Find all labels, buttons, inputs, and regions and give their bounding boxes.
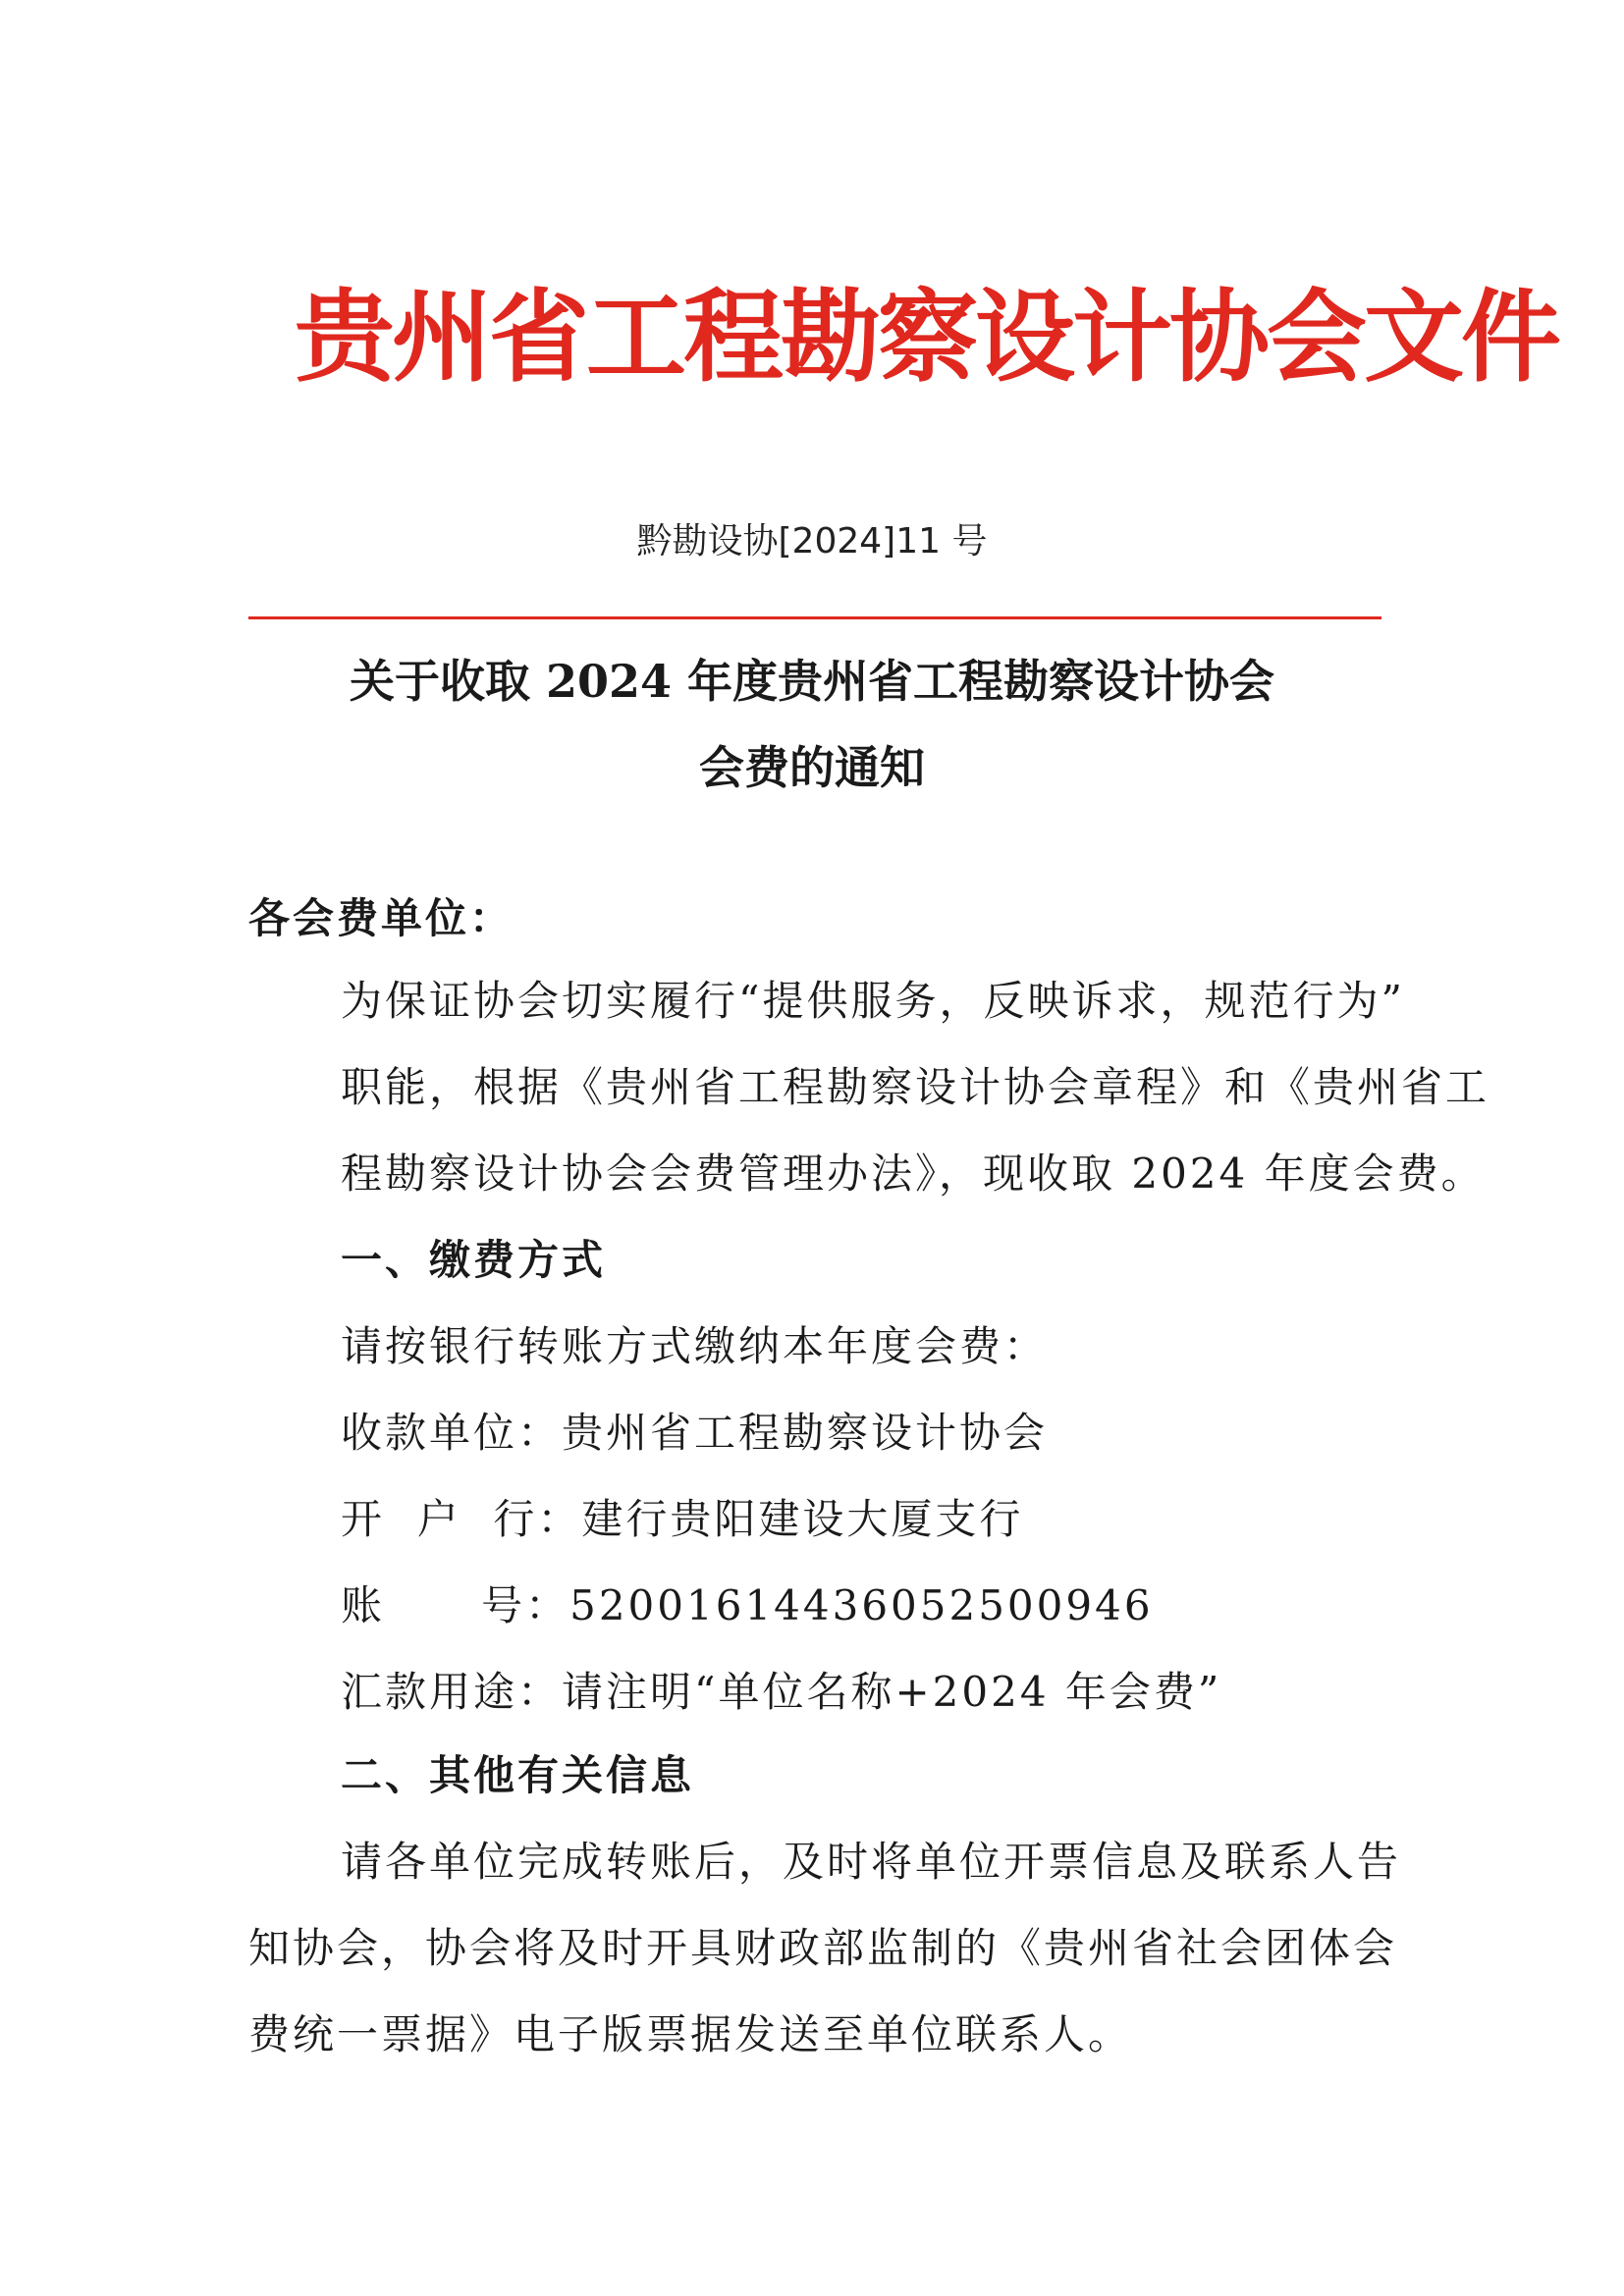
- document-number: 黔勘设协[2024]11 号: [636, 521, 988, 561]
- salutation: 各会费单位：: [248, 894, 514, 942]
- payee-row: [248, 1390, 1383, 1476]
- other-info-line-1: 请各单位完成转账后，及时将单位开票信息及联系人告: [341, 1838, 1402, 1886]
- other-info-line-2: 知协会，协会将及时开具财政部监制的《贵州省社会团体会: [248, 1924, 1398, 1972]
- bank-value: 建行贵阳建设大厦支行: [581, 1495, 1024, 1543]
- purpose-label: 汇款用途：: [341, 1668, 563, 1716]
- payment-section: [248, 1217, 1383, 1735]
- intro-line-2: 职能，根据《贵州省工程勘察设计协会章程》和《贵州省工: [341, 1063, 1490, 1111]
- red-divider: [248, 616, 1381, 619]
- notice-title-line-1: 关于收取 2024 年度贵州省工程勘察设计协会: [349, 655, 1275, 708]
- payee-label: 收款单位：: [341, 1409, 563, 1457]
- payment-heading: 一、缴费方式: [341, 1236, 607, 1284]
- other-info-line-3: 费统一票据》电子版票据发送至单位联系人。: [248, 2010, 1133, 2058]
- intro-paragraph: [248, 958, 1490, 1217]
- payment-instruction: 请按银行转账方式缴纳本年度会费：: [341, 1322, 1049, 1370]
- other-info-heading: 二、其他有关信息: [341, 1751, 695, 1799]
- bank-label: 开 户 行：: [341, 1495, 582, 1543]
- bank-row: [248, 1476, 1383, 1563]
- account-value: 52001614436052500946: [569, 1581, 1154, 1629]
- purpose-value: 请注明“单位名称+2024 年会费”: [562, 1668, 1222, 1716]
- account-row: [248, 1563, 1383, 1649]
- payee-value: 贵州省工程勘察设计协会: [562, 1409, 1049, 1457]
- intro-line-1: 为保证协会切实履行“提供服务，反映诉求，规范行为”: [341, 977, 1405, 1025]
- other-info-section: [248, 1733, 1402, 2078]
- purpose-row: [248, 1649, 1383, 1735]
- notice-title: [0, 638, 1624, 811]
- account-label: 账 号：: [341, 1581, 570, 1629]
- intro-line-3: 程勘察设计协会会费管理办法》，现收取 2024 年度会费。: [341, 1149, 1486, 1198]
- notice-title-line-2: 会费的通知: [699, 741, 925, 794]
- masthead-title: 贵州省工程勘察设计协会文件: [295, 280, 1558, 397]
